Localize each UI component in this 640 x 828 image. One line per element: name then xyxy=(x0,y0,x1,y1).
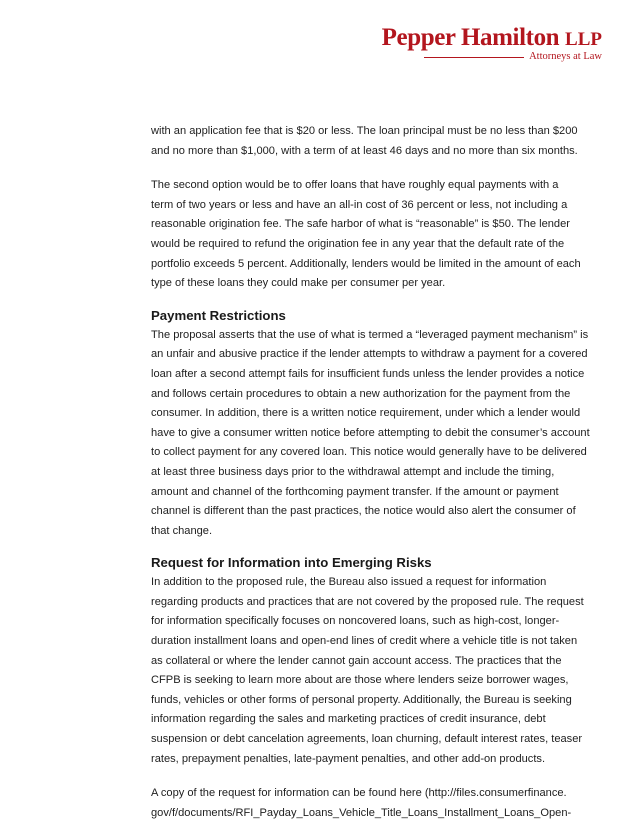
text-line: A copy of the request for information can be found here (http://files.consumerfinance. xyxy=(151,787,567,800)
text-line: as collateral or where the lender cannot gain account access. The practices that the xyxy=(151,654,562,667)
text-line: consumer. In addition, there is a written notice requirement, under which a lender would xyxy=(151,407,581,420)
firm-name: Pepper Hamilton LLP xyxy=(381,24,602,51)
text-line: channel is different than the past practices, the notice would also alert the consumer of xyxy=(151,505,576,518)
text-line: to collect payment for any covered loan. This notice would generally have to be delivered xyxy=(151,446,587,459)
text-line: The proposal asserts that the use of what is termed a “leveraged payment mechanism” is xyxy=(151,328,589,341)
copy-link-paragraph xyxy=(151,784,572,823)
text-line: suspension or debt cancelation agreements, loan churning, default interest rates, teaser xyxy=(151,733,583,746)
text-line: CFPB is seeking to learn more about are those where lenders seize borrower wages, xyxy=(151,674,569,687)
text-line: rates, prepayment penalties, late-payment penalties, and other add-on products. xyxy=(151,752,546,765)
firm-suffix: LLP xyxy=(565,29,602,50)
text-line: loan after a second attempt fails for insufficient funds unless the lender provides a notice xyxy=(151,367,585,380)
request-for-information-paragraph xyxy=(151,573,584,769)
text-line: that change. xyxy=(151,524,213,537)
text-line: would be required to refund the origination fee in any year that the default rate of the xyxy=(151,237,565,250)
payment-restrictions-paragraph xyxy=(151,326,590,542)
intro-paragraph xyxy=(151,122,578,161)
text-line: term of two years or less and have an all-in cost of 36 percent or less, not including a xyxy=(151,198,568,211)
text-line: information regarding the sales and marketing practices of credit insurance, debt xyxy=(151,713,546,726)
text-line: gov/f/documents/RFI_Payday_Loans_Vehicle_Title_Loans_Installment_Loans_Open- xyxy=(151,806,572,819)
text-line: at least three business days prior to the withdrawal attempt and include the timing, xyxy=(151,465,555,478)
text-line: amount and channel of the forthcoming payment transfer. If the amount or payment xyxy=(151,485,559,498)
text-line: an unfair and abusive practice if the lender attempts to withdraw a payment for a covered xyxy=(151,348,588,361)
text-line: type of these loans they could make per consumer per year. xyxy=(151,277,446,290)
text-line: funds, vehicles or other forms of personal property. Additionally, the Bureau is seeking xyxy=(151,693,572,706)
firm-logo xyxy=(381,24,602,68)
text-line: regarding products and practices that are not covered by the proposed rule. The request xyxy=(151,595,584,608)
text-line: for information specifically focuses on noncovered loans, such as high-cost, longer- xyxy=(151,615,560,628)
text-line: with an application fee that is $20 or less. The loan principal must be no less than $200 xyxy=(151,125,578,137)
second-option-paragraph xyxy=(151,176,581,294)
document-body xyxy=(151,122,590,823)
logo-rule xyxy=(424,57,524,58)
text-line: have to give a consumer written notice before attempting to debit the consumer’s account xyxy=(151,426,590,439)
text-line: portfolio exceeds 5 percent. Additionally, lenders would be limited in the amount of each xyxy=(151,257,581,270)
text-line: and no more than $1,000, with a term of at least 46 days and no more than six months. xyxy=(151,144,578,157)
firm-tagline: Attorneys at Law xyxy=(529,51,602,62)
section-heading-payment-restrictions: Payment Restrictions xyxy=(151,307,286,323)
text-line: duration installment loans and open-end lines of credit where a vehicle title is not taken xyxy=(151,635,578,648)
text-line: The second option would be to offer loans that have roughly equal payments with a xyxy=(151,179,559,192)
section-heading-request-for-information: Request for Information into Emerging Risks xyxy=(151,555,432,571)
text-line: In addition to the proposed rule, the Bureau also issued a request for information xyxy=(151,576,547,589)
text-line: and follows certain procedures to obtain a new authorization for the payment from the xyxy=(151,387,571,400)
text-line: reasonable origination fee. The safe harbor of what is “reasonable” is $50. The lender xyxy=(151,218,570,231)
